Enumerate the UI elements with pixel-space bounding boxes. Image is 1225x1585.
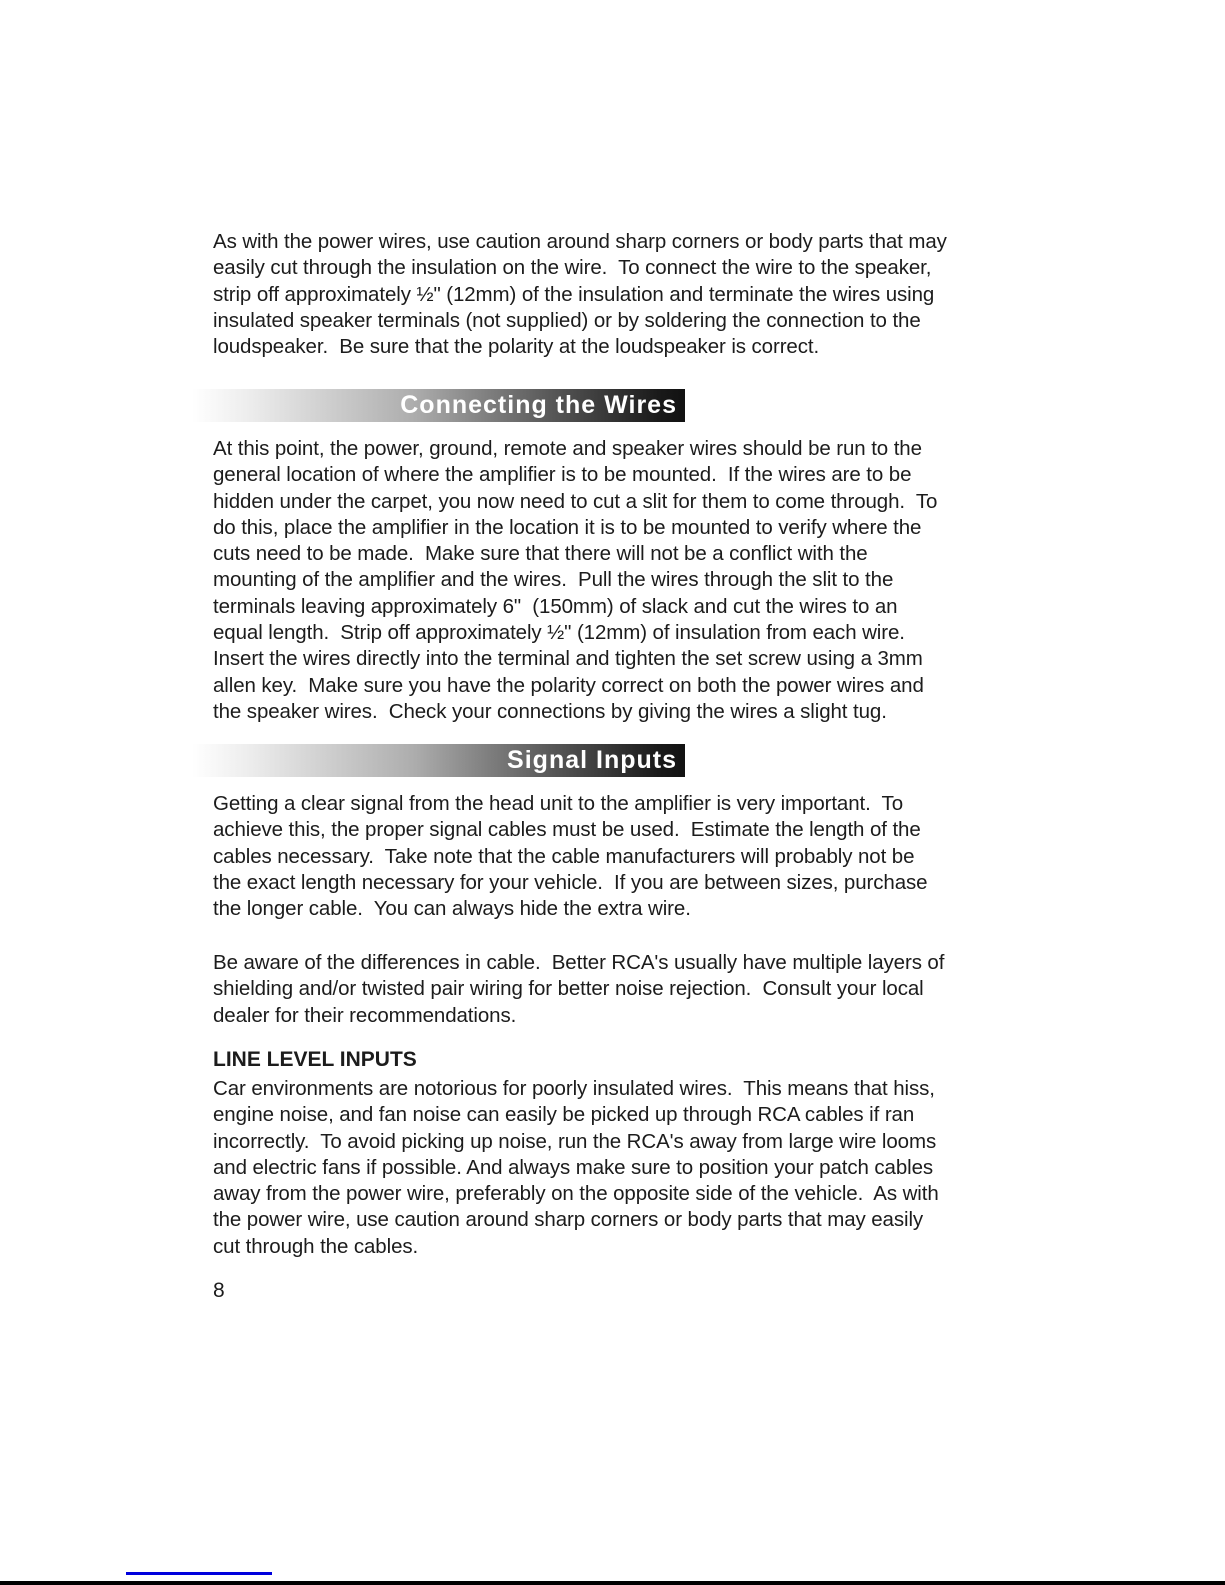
link-underline[interactable]	[126, 1572, 272, 1575]
text-line: loudspeaker. Be sure that the polarity at the loudspeaker is correct.	[213, 335, 820, 359]
text-line: allen key. Make sure you have the polarity correct on both the power wires and	[213, 673, 924, 697]
text-line: cut through the cables.	[213, 1234, 419, 1258]
text-line: As with the power wires, use caution around sharp corners or body parts that may	[213, 230, 947, 253]
text-line: engine noise, and fan noise can easily be picked up through RCA cables if ran	[213, 1103, 915, 1127]
paragraph-intro	[213, 229, 1043, 360]
paragraph-cable-differences	[213, 950, 1043, 1029]
text-line: mounting of the amplifier and the wires. Pull the wires through the slit to the	[213, 568, 894, 592]
page-number: 8	[213, 1279, 225, 1302]
page-bottom-border	[0, 1581, 1225, 1585]
text-line: and electric fans if possible. And always make sure to position your patch cables	[213, 1155, 934, 1179]
paragraph-connecting-wires	[213, 436, 1043, 725]
text-line: Be aware of the differences in cable. Better RCA's usually have multiple layers of	[213, 951, 945, 974]
section-header-signal-inputs	[192, 744, 685, 777]
section-header-connecting-wires-label: Connecting the Wires	[400, 391, 677, 419]
text-line: hidden under the carpet, you now need to cut a slit for them to come through. To	[213, 489, 938, 513]
text-line: Car environments are notorious for poorly insulated wires. This means that hiss,	[213, 1077, 935, 1100]
text-line: cuts need to be made. Make sure that there will not be a conflict with the	[213, 542, 868, 566]
text-line: terminals leaving approximately 6" (150mm) of slack and cut the wires to an	[213, 594, 898, 618]
text-line: dealer for their recommendations.	[213, 1003, 517, 1027]
paragraph-line-level-inputs	[213, 1076, 1043, 1260]
section-header-connecting-wires	[192, 389, 685, 422]
text-line: do this, place the amplifier in the location it is to be mounted to verify where the	[213, 515, 922, 539]
text-line: Insert the wires directly into the terminal and tighten the set screw using a 3mm	[213, 647, 923, 671]
text-line: the exact length necessary for your vehicle. If you are between sizes, purchase	[213, 870, 928, 894]
text-line: achieve this, the proper signal cables must be used. Estimate the length of the	[213, 818, 921, 842]
text-line: shielding and/or twisted pair wiring for better noise rejection. Consult your local	[213, 977, 924, 1001]
text-line: strip off approximately ½" (12mm) of the insulation and terminate the wires using	[213, 282, 935, 306]
text-line: away from the power wire, preferably on the opposite side of the vehicle. As with	[213, 1182, 939, 1206]
text-line: Getting a clear signal from the head unit to the amplifier is very important. To	[213, 792, 904, 815]
text-line: easily cut through the insulation on the wire. To connect the wire to the speaker,	[213, 256, 932, 280]
text-line: the longer cable. You can always hide the extra wire.	[213, 897, 691, 921]
text-line: At this point, the power, ground, remote and speaker wires should be run to the	[213, 437, 922, 460]
paragraph-signal-inputs	[213, 791, 1043, 922]
text-line: general location of where the amplifier is to be mounted. If the wires are to be	[213, 463, 912, 487]
text-line: insulated speaker terminals (not supplied) or by soldering the connection to the	[213, 308, 921, 332]
section-header-signal-inputs-label: Signal Inputs	[507, 746, 677, 774]
text-line: equal length. Strip off approximately ½" (12mm) of insulation from each wire.	[213, 621, 905, 645]
text-line: the power wire, use caution around sharp corners or body parts that may easily	[213, 1208, 924, 1232]
line-level-inputs-heading: LINE LEVEL INPUTS	[213, 1048, 417, 1071]
text-line: the speaker wires. Check your connections by giving the wires a slight tug.	[213, 699, 887, 723]
text-line: incorrectly. To avoid picking up noise, run the RCA's away from large wire looms	[213, 1129, 937, 1153]
text-line: cables necessary. Take note that the cable manufacturers will probably not be	[213, 844, 915, 868]
